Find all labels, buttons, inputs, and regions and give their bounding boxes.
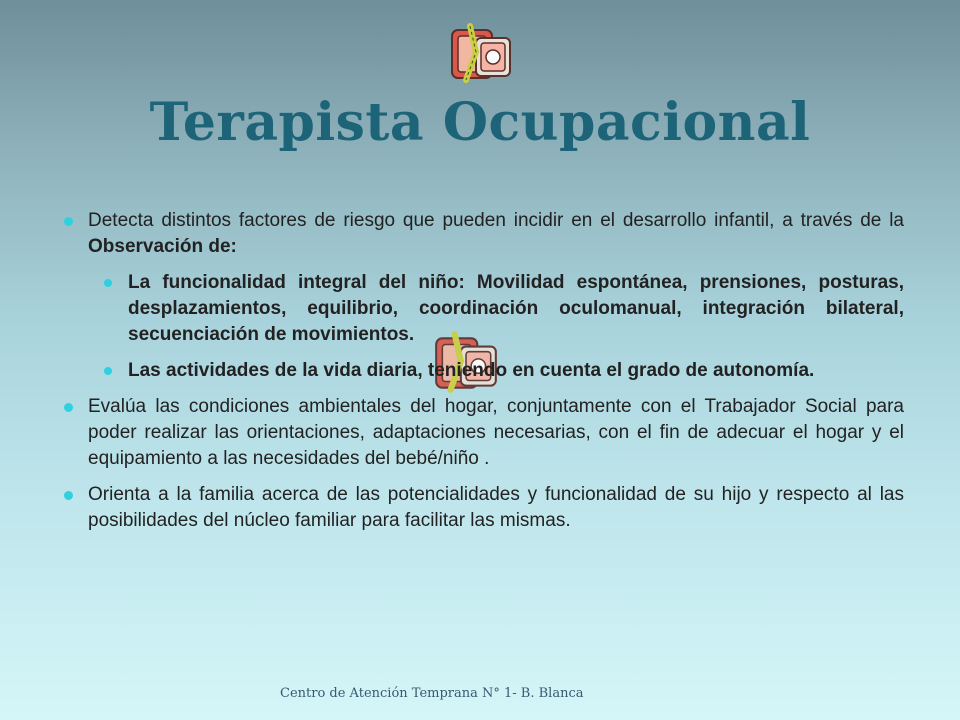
bullet-item-detecta [62,208,904,260]
bullet-text: Orienta a la familia acerca de las potencialidades y funcionalidad de su hijo y respecto al las posibilidades del núcleo familiar para facilitar las mismas. [88,484,904,531]
bullet-dot-icon [104,367,112,375]
bullet-item-orienta [62,482,904,534]
sub-bullet-text: Las actividades de la vida diaria, teniendo en cuenta el grado de autonomía. [128,360,815,381]
bullet-dot-icon [64,217,73,226]
bullet-text: Evalúa las condiciones ambientales del hogar, conjuntamente con el Trabajador Social para poder realizar las orientaciones, adaptaciones necesarias, con el fin de adecuar el hogar y el equipamiento a las necesidades del bebé/niño . [88,396,904,469]
bullet-text: Detecta distintos factores de riesgo que pueden incidir en el desarrollo infantil, a través de la [88,210,904,231]
page-title: Terapista Ocupacional [149,92,811,153]
mannequin-icon [446,22,516,86]
bullet-dot-icon [64,491,73,500]
sub-bullet-actividades [62,358,904,384]
bullet-item-evalua [62,394,904,472]
footer-text: Centro de Atención Temprana N° 1- B. Blanca [280,686,584,701]
sub-bullet-funcionalidad [62,270,904,348]
sub-bullet-text: La funcionalidad integral del niño: Movilidad espontánea, prensiones, posturas, desplazamientos, equilibrio, coordinación oculomanual, integración bilateral, secuenciación de movimientos. [128,272,904,345]
bullet-dot-icon [104,279,112,287]
bullet-list [62,208,904,534]
bullet-bold-text: Observación de: [88,236,237,257]
bullet-dot-icon [64,403,73,412]
